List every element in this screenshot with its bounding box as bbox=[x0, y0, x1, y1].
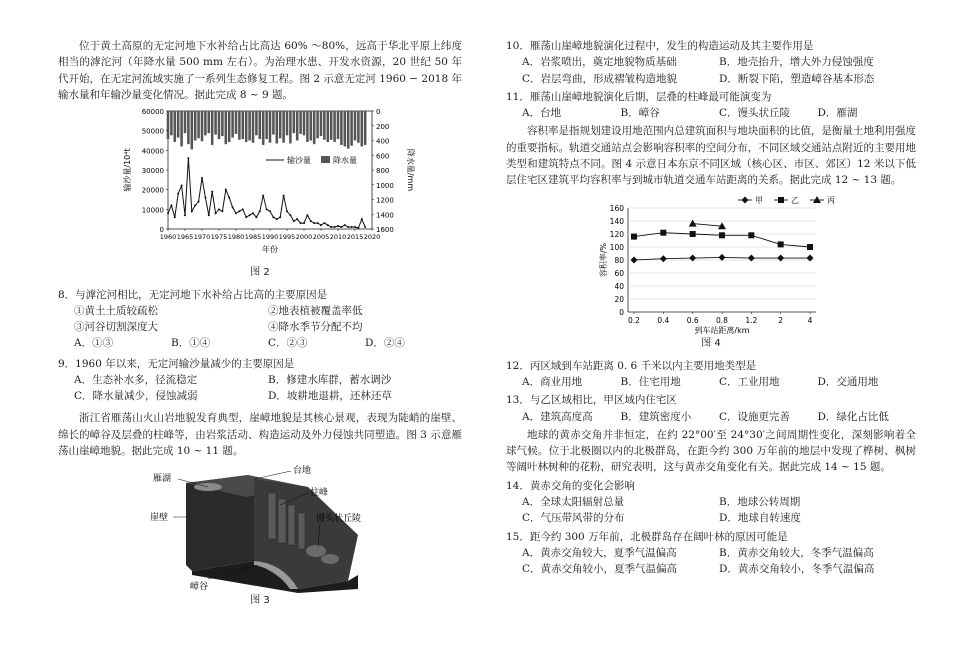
fig2-sediment-point bbox=[225, 189, 227, 191]
fig2-sediment-point bbox=[347, 226, 349, 228]
fig2-y2-tick-label: 400 bbox=[376, 137, 390, 146]
fig2-precip-bar bbox=[350, 111, 353, 146]
fig2-precip-bar bbox=[299, 111, 302, 134]
q15-option-b: B．黄赤交角较大，冬季气温偏高 bbox=[719, 546, 874, 559]
fig2-precip-bar bbox=[218, 111, 221, 139]
fig2-precip-bar bbox=[208, 111, 211, 133]
fig2-precip-bar bbox=[316, 111, 319, 138]
q11-option-d: D．雁湖 bbox=[817, 107, 858, 120]
right-column bbox=[506, 0, 916, 577]
fig2-sediment-point bbox=[289, 214, 291, 216]
q13-options bbox=[506, 409, 916, 425]
fig2-sediment-point bbox=[276, 218, 278, 220]
fig4-legend-label: 丙 bbox=[827, 196, 835, 206]
fig2-sediment-point bbox=[300, 222, 302, 224]
fig2-precip-bar bbox=[214, 111, 217, 135]
fig4-y-tick-label: 20 bbox=[614, 295, 624, 305]
q12-option-c: C．工业用地 bbox=[719, 376, 780, 389]
fig4-point-甲 bbox=[748, 255, 755, 262]
fig2-precip-bar bbox=[327, 111, 330, 142]
left-column bbox=[58, 0, 462, 609]
fig4-x-tick-label: 0.6 bbox=[686, 316, 699, 326]
fig2-precip-bar bbox=[170, 111, 173, 135]
fig2-sediment-point bbox=[221, 210, 223, 212]
q11-option-b: B．嶂谷 bbox=[620, 107, 660, 120]
intro-12-13: 容积率是指规划建设用地范围内总建筑面积与地块面积的比值，是衡量土地利用强度的重要指标。轨道交通站点会影响容积率的空间分布，不同区域交通站点附近的主要用地类型和建筑特点不同。图 4 示意日本东京不同区域（核心区、市区、郊区）12 米以下低层住宅区建筑平均容积率与到城市轨道交通车站距离的关系。据此完成 12 ~ 13 题。 bbox=[506, 125, 916, 187]
fig2-x-tick-label: 1995 bbox=[278, 233, 296, 242]
fig2-precip-bar bbox=[252, 111, 255, 143]
q15-stem: 15．距今约 300 万年前，北极群岛存在阔叶林的原因可能是 bbox=[506, 530, 788, 543]
fig2-precip-bar bbox=[313, 111, 316, 144]
fig2-precip-bar bbox=[286, 111, 289, 135]
fig2-sediment-point bbox=[340, 226, 342, 228]
fig2-sediment-point bbox=[337, 225, 339, 227]
q10-options bbox=[506, 54, 916, 87]
fig4-point-乙 bbox=[660, 230, 666, 236]
fig2-xlabel: 年份 bbox=[262, 245, 278, 255]
fig2-y-tick-label: 30000 bbox=[141, 167, 164, 176]
fig2-sediment-point bbox=[218, 208, 220, 210]
figure-4-chart bbox=[506, 192, 916, 336]
fig2-sediment-point bbox=[255, 216, 257, 218]
q8-stem: 8．与滹沱河相比，无定河地下水补给占比高的主要原因是 bbox=[58, 288, 328, 301]
fig3-label-mound: 馒头状丘陵 bbox=[316, 514, 362, 525]
fig2-sediment-point bbox=[238, 210, 240, 212]
q8-item-2: ②地表植被覆盖率低 bbox=[268, 304, 363, 317]
fig2-precip-bar bbox=[303, 111, 306, 135]
fig2-precip-bar bbox=[323, 111, 326, 140]
intro-10-11: 浙江省雁荡山火山岩地貌发育典型，崖嶂地貌是其核心景观，表现为陡峭的崖壁、绵长的嶂谷及层叠的柱峰等，由岩浆活动、构造运动及外力侵蚀共同塑造。图 3 示意雁荡山崖嶂地貌。据此完成 10 ~ 11 题。 bbox=[58, 412, 462, 457]
q8-item-3: ③河谷切割深度大 bbox=[74, 321, 158, 334]
fig2-precip-bar bbox=[361, 111, 364, 146]
fig2-precip-bar bbox=[282, 111, 285, 143]
fig2-sediment-point bbox=[351, 226, 353, 228]
q8-option-a: A．①③ bbox=[74, 337, 114, 350]
fig4-x-tick-label: 1.2 bbox=[745, 316, 758, 326]
fig2-precip-bar bbox=[221, 111, 224, 136]
fig2-sediment-point bbox=[334, 226, 336, 228]
fig4-y-tick-label: 140 bbox=[609, 217, 624, 227]
fig2-precip-bar bbox=[330, 111, 333, 140]
fig2-legend-sediment: 输沙量 bbox=[287, 156, 311, 166]
q9-options bbox=[58, 372, 462, 405]
q10-stem: 10．雁荡山崖嶂地貌演化过程中，发生的构造运动及其主要作用是 bbox=[506, 40, 814, 52]
q10-option-b: B．地壳抬升，增大外力侵蚀强度 bbox=[719, 56, 874, 69]
fig4-x-tick-label: 0.4 bbox=[657, 316, 670, 326]
intro-8-9: 位于黄土高原的无定河地下水补给占比高达 60% ～80%，远高于华北平原上纬度相当的滹沱河（年降水量 500 mm 左右）。为治理水患、开发水资源，20 世纪 50 年代开始，在无定河流域实施了一系列生态修复工程。图 2 示意无定河 1960 − 2018 年输水量和年输沙量变化情况。据此完成 8 ~ 9 题。 bbox=[58, 40, 462, 101]
fig2-sediment-point bbox=[198, 201, 200, 203]
fig4-legend bbox=[738, 196, 835, 205]
fig3-label-pillar: 柱峰 bbox=[310, 488, 329, 499]
fig2-x-tick-label: 2005 bbox=[312, 233, 330, 242]
fig2-sediment-point bbox=[167, 212, 169, 214]
fig2-precip-bar bbox=[245, 111, 248, 142]
fig2-precip-bar bbox=[347, 111, 350, 149]
fig2-precip-bar bbox=[231, 111, 234, 138]
fig4-series-line-丙 bbox=[693, 224, 722, 227]
fig2-sediment-point bbox=[306, 214, 308, 216]
fig2-sediment-point bbox=[204, 197, 206, 199]
fig4-xlabel: 到车站距离/km bbox=[694, 326, 750, 336]
fig2-precip-bar bbox=[177, 111, 180, 138]
figure-2-chart bbox=[58, 107, 462, 265]
fig4-point-乙 bbox=[748, 233, 754, 239]
fig2-sediment-point bbox=[330, 226, 332, 228]
fig2-sediment-point bbox=[303, 222, 305, 224]
fig4-legend-marker-乙 bbox=[778, 197, 784, 203]
fig4-x-tick-label: 0.8 bbox=[716, 316, 728, 326]
q8-item-4: ④降水季节分配不均 bbox=[268, 321, 363, 334]
q13-option-a: A．建筑高度高 bbox=[522, 410, 593, 423]
q13-stem: 13．与乙区域相比，甲区域内住宅区 bbox=[506, 394, 677, 407]
fig2-sediment-point bbox=[357, 227, 359, 229]
fig2-sediment-point bbox=[228, 197, 230, 199]
fig2-precip-bar bbox=[174, 111, 177, 142]
fig2-sediment-point bbox=[266, 208, 268, 210]
fig4-point-甲 bbox=[777, 255, 784, 262]
fig2-y-tick-label: 20000 bbox=[141, 186, 164, 195]
fig2-y2-tick-label: 600 bbox=[376, 152, 390, 161]
fig2-ylabel-left: 输沙量/10⁴t bbox=[123, 148, 132, 192]
fig4-y-ticks bbox=[610, 204, 625, 317]
figure-3 bbox=[58, 465, 462, 593]
q10-option-a: A．岩浆喷出，奠定地貌物质基础 bbox=[522, 56, 677, 69]
fig2-precip-bar bbox=[228, 111, 231, 142]
q15-option-c: C．黄赤交角较小，夏季气温偏高 bbox=[522, 563, 678, 576]
fig4-point-甲 bbox=[807, 255, 814, 262]
figure-3-caption: 图 3 bbox=[250, 595, 270, 607]
fig2-sediment-point bbox=[235, 212, 237, 214]
fig2-precip-bar bbox=[184, 111, 187, 133]
fig2-sediment-point bbox=[320, 224, 322, 226]
fig2-precip-bar bbox=[211, 111, 214, 145]
fig2-precip-bar bbox=[194, 111, 197, 141]
figure-4 bbox=[506, 192, 916, 336]
fig2-x-tick-label: 1975 bbox=[210, 233, 228, 242]
fig4-point-乙 bbox=[778, 242, 784, 248]
fig2-right-ticks bbox=[372, 108, 394, 234]
fig2-sediment-point bbox=[187, 157, 189, 159]
fig2-ylabel-right: 降水量/mm bbox=[406, 148, 415, 192]
fig2-y2-tick-label: 0 bbox=[376, 108, 381, 117]
fig2-sediment-point bbox=[249, 214, 251, 216]
fig2-x-tick-label: 1965 bbox=[176, 233, 194, 242]
fig3-label-lake: 雁湖 bbox=[153, 474, 172, 485]
q8-items bbox=[58, 303, 462, 336]
q10-option-d: D．断裂下陷，塑造嶂谷基本形态 bbox=[719, 72, 875, 85]
q12-stem: 12．丙区域到车站距离 0. 6 千米以内主要用地类型是 bbox=[506, 359, 757, 372]
fig2-sediment-point bbox=[344, 224, 346, 226]
q15-option-d: D．黄赤交角较小，冬季气温偏高 bbox=[719, 563, 875, 576]
fig2-y2-tick-label: 1000 bbox=[376, 181, 394, 190]
fig2-x-tick-label: 2000 bbox=[295, 233, 313, 242]
fig2-precip-bar bbox=[333, 111, 336, 142]
fig2-sediment-point bbox=[293, 220, 295, 222]
fig2-precip-bar bbox=[357, 111, 360, 143]
fig2-sediment-line bbox=[168, 158, 365, 228]
fig2-sediment-point bbox=[323, 222, 325, 224]
fig2-precip-bars bbox=[167, 111, 367, 149]
fig2-sediment-point bbox=[364, 226, 366, 228]
fig2-sediment-point bbox=[279, 216, 281, 218]
q9-option-a: A．生态补水多，径流稳定 bbox=[74, 373, 198, 386]
fig2-precip-bar bbox=[320, 111, 323, 136]
fig3-label-platform: 台地 bbox=[293, 466, 312, 477]
fig4-y-tick-label: 100 bbox=[609, 243, 624, 253]
q8-options bbox=[58, 335, 462, 351]
q9-option-d: D．坡耕地退耕，还林还草 bbox=[268, 390, 392, 403]
fig2-x-tick-label: 2015 bbox=[346, 233, 364, 242]
fig4-y-tick-label: 60 bbox=[614, 269, 624, 279]
fig4-x-tick-label: 4 bbox=[807, 316, 813, 326]
fig2-precip-bar bbox=[248, 111, 251, 141]
fig2-sediment-point bbox=[208, 214, 210, 216]
fig2-precip-bar bbox=[255, 111, 258, 135]
fig2-sediment-point bbox=[181, 185, 183, 187]
fig2-y2-tick-label: 1200 bbox=[376, 196, 394, 205]
fig4-point-乙 bbox=[631, 234, 637, 240]
fig2-precip-bar bbox=[259, 111, 262, 139]
fig2-x-tick-label: 1970 bbox=[193, 233, 211, 242]
fig2-y2-tick-label: 200 bbox=[376, 122, 390, 131]
fig4-y-tick-label: 40 bbox=[614, 282, 624, 292]
fig2-sediment-point bbox=[262, 195, 264, 197]
fig4-gridlines bbox=[628, 208, 816, 299]
fig4-y-tick-label: 120 bbox=[609, 230, 624, 240]
fig2-y-tick-label: 60000 bbox=[141, 108, 164, 117]
q11-option-c: C．馒头状丘陵 bbox=[719, 107, 791, 120]
q13-option-c: C．设施更完善 bbox=[719, 410, 791, 423]
fig4-point-乙 bbox=[719, 233, 725, 239]
fig2-sediment-point bbox=[174, 216, 176, 218]
q9-option-c: C．降水量减少，侵蚀减弱 bbox=[74, 390, 198, 403]
fig4-ylabel: 容积率/% bbox=[599, 243, 608, 278]
fig2-precip-bar bbox=[269, 111, 272, 143]
q10-option-c: C．岩层弯曲，形成褶皱构造地貌 bbox=[522, 72, 678, 85]
fig3-label-cliff: 崖壁 bbox=[150, 513, 169, 524]
fig2-sediment-point bbox=[191, 210, 193, 212]
fig2-precip-bar bbox=[180, 111, 183, 146]
fig2-y2-tick-label: 1600 bbox=[376, 226, 394, 235]
q14-option-c: C．气压带风带的分布 bbox=[522, 512, 625, 525]
fig2-precip-bar bbox=[289, 111, 292, 143]
fig2-sediment-point bbox=[269, 210, 271, 212]
fig2-precip-bar bbox=[344, 111, 347, 146]
fig2-precip-bar bbox=[293, 111, 296, 133]
fig4-x-ticks bbox=[628, 312, 813, 325]
fig4-legend-marker-丙 bbox=[813, 196, 821, 203]
figure-2-caption: 图 2 bbox=[250, 267, 270, 279]
fig2-legend-bar-swatch bbox=[321, 156, 330, 163]
fig4-y-tick-label: 80 bbox=[614, 256, 624, 266]
q15-option-a: A．黄赤交角较大，夏季气温偏高 bbox=[522, 546, 677, 559]
intro-14-15: 地球的黄赤交角并非恒定，在约 22°00′至 24°30′之间周期性变化，深刻影响着全球气候。位于北极圈以内的北极群岛，在距今约 300 万年前的地层中发现了桦树、枫树等阔叶林树种的花粉，研究表明，这与黄赤交角变化有关。据此完成 14 ~ 15 题。 bbox=[506, 428, 916, 474]
fig2-y2-tick-label: 1400 bbox=[376, 211, 394, 220]
q15-options bbox=[506, 545, 916, 578]
fig2-sediment-point bbox=[283, 195, 285, 197]
fig4-y-tick-label: 0 bbox=[619, 308, 624, 318]
fig2-sediment-point bbox=[313, 222, 315, 224]
fig2-precip-bar bbox=[262, 111, 265, 145]
fig2-y2-tick-label: 800 bbox=[376, 167, 390, 176]
q12-options bbox=[506, 374, 916, 390]
fig2-sediment-point bbox=[211, 191, 213, 193]
q12-option-b: B．住宅用地 bbox=[620, 376, 681, 389]
fig4-point-丙 bbox=[689, 220, 697, 227]
q8-option-c: C．②③ bbox=[268, 337, 308, 350]
fig2-precip-bar bbox=[242, 111, 245, 139]
fig2-y-tick-label: 10000 bbox=[141, 206, 164, 215]
q9-option-b: B．修建水库群，蓄水调沙 bbox=[268, 373, 392, 386]
fig4-point-甲 bbox=[631, 257, 638, 264]
fig2-sediment-point bbox=[242, 208, 244, 210]
fig2-left-ticks bbox=[142, 108, 168, 234]
q11-options bbox=[506, 105, 916, 121]
fig2-precip-bar bbox=[201, 111, 204, 141]
fig2-precip-bar bbox=[364, 111, 367, 145]
fig2-legend bbox=[266, 155, 357, 165]
fig2-x-tick-label: 1980 bbox=[227, 233, 245, 242]
fig2-x-tick-label: 2010 bbox=[329, 233, 347, 242]
q8-option-d: D．②④ bbox=[365, 337, 405, 350]
fig2-x-tick-label: 1990 bbox=[261, 233, 279, 242]
figure-4-caption: 图 4 bbox=[701, 338, 721, 350]
fig4-x-tick-label: 2 bbox=[778, 316, 784, 326]
fig2-precip-bar bbox=[238, 111, 241, 140]
fig2-y-tick-label: 50000 bbox=[141, 127, 164, 136]
fig2-legend-precip: 降水量 bbox=[333, 156, 357, 166]
fig4-point-乙 bbox=[807, 244, 813, 250]
figure-2 bbox=[58, 107, 462, 265]
fig2-precip-bar bbox=[354, 111, 357, 141]
fig4-point-甲 bbox=[689, 255, 696, 262]
fig4-x-tick-label: 0.2 bbox=[628, 316, 640, 326]
fig2-precip-bar bbox=[279, 111, 282, 138]
fig4-series bbox=[631, 220, 814, 264]
fig2-sediment-point bbox=[215, 212, 217, 214]
fig2-precip-bar bbox=[306, 111, 309, 142]
q8-option-b: B．①④ bbox=[171, 337, 211, 350]
fig2-y-tick-label: 0 bbox=[159, 226, 164, 235]
fig2-y-tick-label: 40000 bbox=[141, 147, 164, 156]
fig2-precip-bar bbox=[340, 111, 343, 145]
q12-option-d: D．交通用地 bbox=[817, 376, 879, 389]
fig2-sediment-point bbox=[361, 218, 363, 220]
fig2-x-tick-label: 1985 bbox=[244, 233, 262, 242]
fig2-precip-bar bbox=[187, 111, 190, 144]
q13-option-b: B．建筑密度小 bbox=[620, 410, 692, 423]
fig2-precip-bar bbox=[272, 111, 275, 135]
fig2-sediment-point bbox=[245, 216, 247, 218]
fig2-sediment-point bbox=[259, 210, 261, 212]
fig2-sediment-point bbox=[184, 214, 186, 216]
q14-stem: 14．黄赤交角的变化会影响 bbox=[506, 479, 635, 492]
fig2-precip-bar bbox=[265, 111, 268, 139]
figure-3-diagram bbox=[58, 465, 462, 593]
fig2-precip-bar bbox=[225, 111, 228, 144]
q8-item-1: ①黄土土质较疏松 bbox=[74, 304, 158, 317]
q13-option-d: D．绿化占比低 bbox=[817, 410, 889, 423]
fig2-sediment-point bbox=[327, 224, 329, 226]
q12-option-a: A．商业用地 bbox=[522, 376, 583, 389]
fig2-sediment-point bbox=[201, 177, 203, 179]
fig2-precip-bar bbox=[337, 111, 340, 139]
fig4-point-乙 bbox=[690, 231, 696, 237]
fig4-legend-label: 乙 bbox=[791, 196, 799, 206]
fig3-label-gorge: 嶂谷 bbox=[190, 582, 209, 593]
fig2-precip-bar bbox=[167, 111, 170, 139]
fig2-x-tick-label: 1960 bbox=[159, 233, 177, 242]
fig4-point-甲 bbox=[660, 256, 667, 263]
fig2-sediment-point bbox=[177, 193, 179, 195]
fig2-sediment-point bbox=[354, 226, 356, 228]
fig2-sediment-point bbox=[252, 212, 254, 214]
fig2-sediment-point bbox=[170, 204, 172, 206]
q14-options bbox=[506, 494, 916, 527]
fig2-precip-bar bbox=[197, 111, 200, 138]
fig4-y-tick-label: 160 bbox=[609, 204, 624, 214]
fig2-sediment-point bbox=[317, 222, 319, 224]
q11-option-a: A．台地 bbox=[522, 107, 562, 120]
q11-stem: 11．雁荡山崖嶂地貌演化后期，层叠的柱峰最可能演变为 bbox=[506, 90, 772, 103]
fig2-precip-bar bbox=[296, 111, 299, 141]
fig2-precip-bar bbox=[235, 111, 238, 134]
fig2-sediment-point bbox=[272, 216, 274, 218]
fig2-precip-bar bbox=[276, 111, 279, 143]
fig2-sediment-point bbox=[232, 206, 234, 208]
q14-option-a: A．全球太阳辐射总量 bbox=[522, 496, 625, 509]
fig2-precip-bar bbox=[310, 111, 313, 141]
fig4-legend-label: 甲 bbox=[755, 196, 763, 206]
q14-option-b: B．地球公转周期 bbox=[719, 496, 801, 509]
q9-stem: 9．1960 年以来，无定河输沙量减少的主要原因是 bbox=[58, 357, 295, 370]
fig2-sediment-point bbox=[296, 218, 298, 220]
fig2-x-ticks bbox=[160, 229, 381, 241]
fig2-sediment-point bbox=[286, 210, 288, 212]
fig2-precip-bar bbox=[204, 111, 207, 135]
fig2-precip-bar bbox=[191, 111, 194, 149]
fig2-sediment-point bbox=[310, 220, 312, 222]
fig4-legend-marker-甲 bbox=[742, 197, 749, 204]
q14-option-d: D．地球自转速度 bbox=[719, 512, 801, 525]
fig2-x-tick-label: 2020 bbox=[363, 233, 381, 242]
fig2-sediment-point bbox=[194, 204, 196, 206]
